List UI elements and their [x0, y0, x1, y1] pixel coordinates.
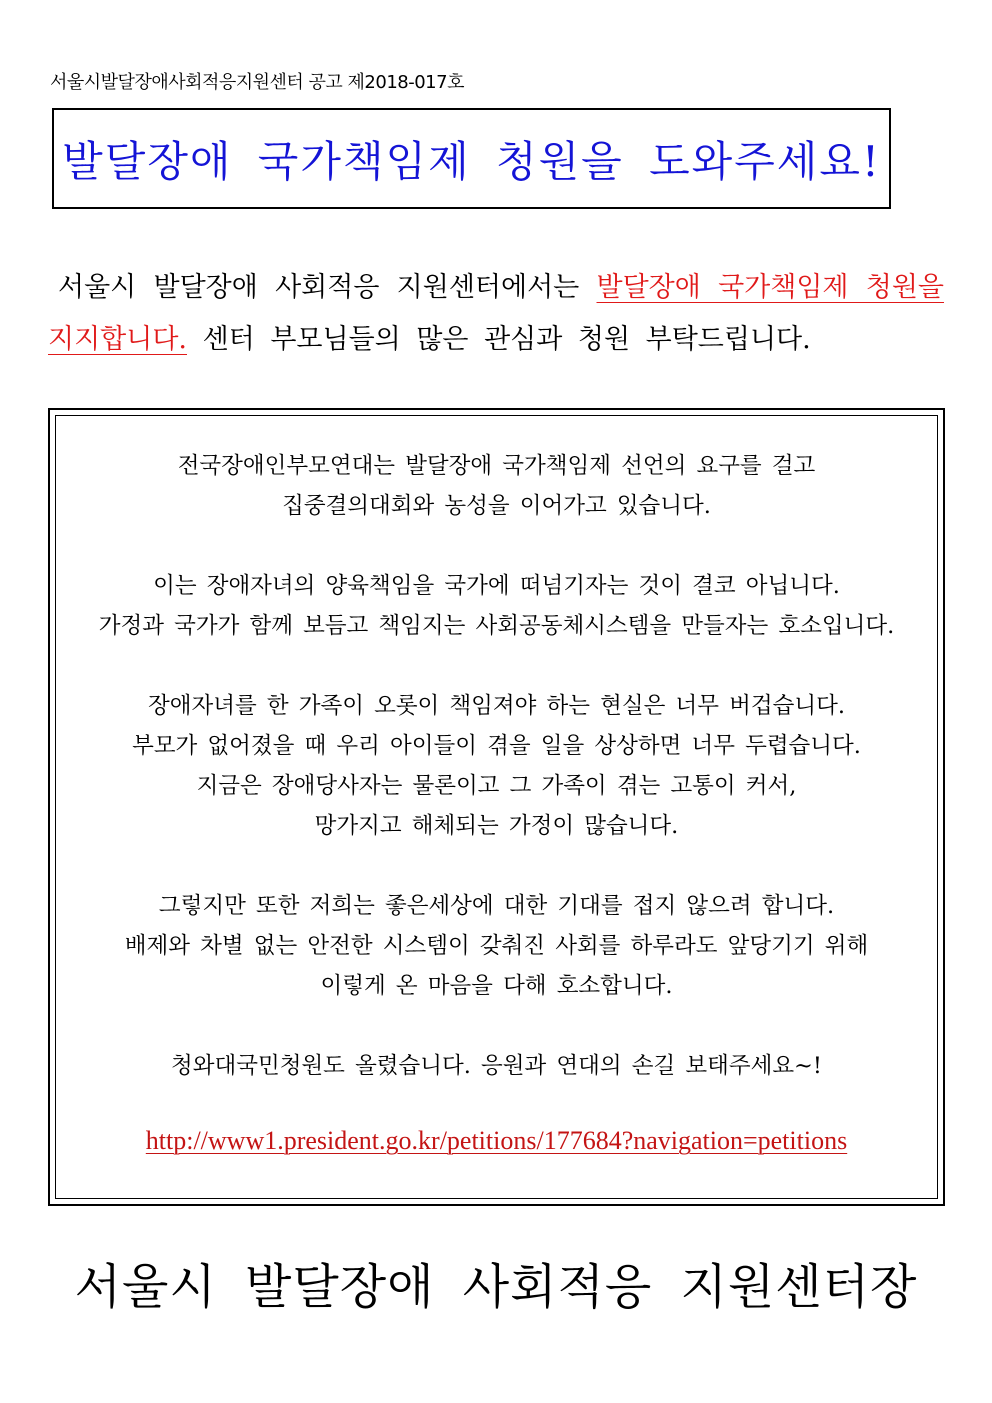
- message-line: 이는 장애자녀의 양육책임을 국가에 떠넘기자는 것이 결코 아닙니다.: [153, 573, 840, 599]
- message-line: 전국장애인부모연대는 발달장애 국가책임제 선언의 요구를 걸고: [177, 453, 816, 479]
- message-line: 그렇지만 또한 저희는 좋은세상에 대한 기대를 접지 않으려 합니다.: [158, 893, 835, 919]
- message-box: [48, 408, 945, 1206]
- message-body: [52, 446, 941, 1086]
- petition-link[interactable]: http://www1.president.go.kr/petitions/177684?navigation=petitions: [145, 1126, 848, 1155]
- message-line: 지금은 장애당사자는 물론이고 그 가족이 겪는 고통이 커서,: [196, 773, 797, 799]
- title-box: [52, 108, 891, 209]
- message-line: 이렇게 온 마음을 다해 호소합니다.: [320, 973, 673, 999]
- message-line: 가정과 국가가 함께 보듬고 책임지는 사회공동체시스템을 만들자는 호소입니다.: [98, 613, 895, 639]
- message-line: 부모가 없어졌을 때 우리 아이들이 겪을 일을 상상하면 너무 두렵습니다.: [132, 733, 861, 759]
- message-line: 집중결의대회와 농성을 이어가고 있습니다.: [282, 493, 711, 519]
- page-title: 발달장애 국가책임제 청원을 도와주세요!: [62, 136, 881, 186]
- signature: 서울시 발달장애 사회적응 지원센터장: [74, 1259, 918, 1315]
- message-line: 장애자녀를 한 가족이 오롯이 책임져야 하는 현실은 너무 버겁습니다.: [148, 693, 845, 719]
- message-line: 배제와 차별 없는 안전한 시스템이 갖춰진 사회를 하루라도 앞당기기 위해: [124, 933, 869, 959]
- intro-highlight: 발달장애 국가책임제 청원을 지지합니다.: [48, 272, 944, 355]
- petition-link-container: [50, 1126, 943, 1156]
- message-line: 청와대국민청원도 올렸습니다. 응원과 연대의 손길 보태주세요~!: [171, 1053, 822, 1079]
- message-line: 망가지고 해체되는 가정이 많습니다.: [314, 813, 679, 839]
- intro-lead: 서울시 발달장애 사회적응 지원센터에서는: [58, 272, 597, 303]
- intro-tail: 센터 부모님들의 많은 관심과 청원 부탁드립니다.: [187, 324, 811, 355]
- intro-paragraph: [48, 262, 944, 366]
- notice-number: 서울시발달장애사회적응지원센터 공고 제2018-017호: [50, 72, 464, 93]
